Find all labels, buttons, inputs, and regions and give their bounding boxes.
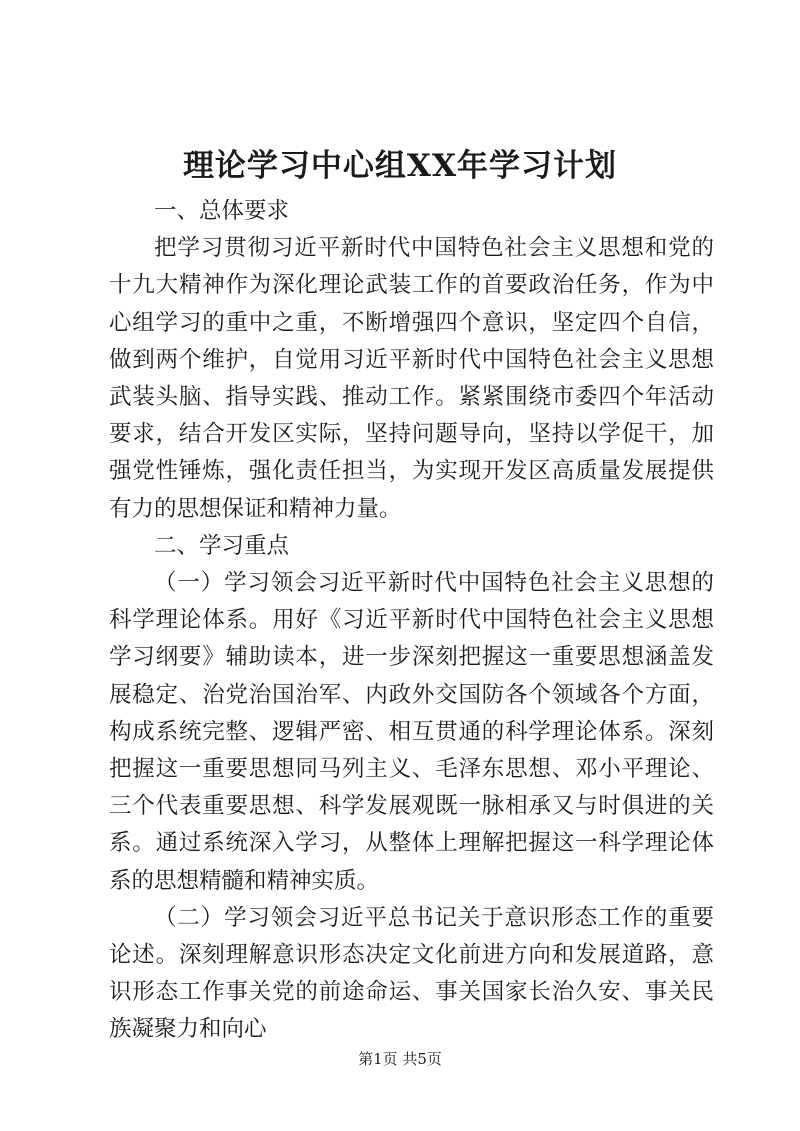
page-number-footer: 第1页 共5页 <box>358 1050 442 1068</box>
paragraph-focus-item-2: （二）学习领会习近平总书记关于意识形态工作的重要论述。深刻理解意识形态决定文化前进方向和发展道路，意识形态工作事关党的前途命运、事关国家长治久安、事关民族凝聚力和向心 <box>109 904 714 1043</box>
paragraph-general-requirements: 把学习贯彻习近平新时代中国特色社会主义思想和党的十九大精神作为深化理论武装工作的首要政治任务，作为中心组学习的重中之重，不断增强四个意识，坚定四个自信，做到两个维护，自觉用习近平新时代中国特色社会主义思想武装头脑、指导实践、推动工作。紧紧围绕市委四个年活动要求，结合开发区实际，坚持问题导向，坚持以学促干，加强党性锤炼，强化责任担当，为实现开发区高质量发展提供有力的思想保证和精神力量。 <box>109 235 714 522</box>
paragraph-focus-item-1: （一）学习领会习近平新时代中国特色社会主义思想的科学理论体系。用好《习近平新时代中国特色社会主义思想学习纲要》辅助读本，进一步深刻把握这一重要思想涵盖发展稳定、治党治国治军、内政外交国防各个领域各个方面，构成系统完整、逻辑严密、相互贯通的科学理论体系。深刻把握这一重要思想同马列主义、毛泽东思想、邓小平理论、三个代表重要思想、科学发展观既一脉相承又与时俱进的关系。通过系统深入学习，从整体上理解把握这一科学理论体系的思想精髓和精神实质。 <box>109 570 714 894</box>
section-heading-general-requirements: 一、总体要求 <box>154 198 290 224</box>
section-heading-study-focus: 二、学习重点 <box>154 532 290 559</box>
document-title: 理论学习中心组XX年学习计划 <box>182 148 618 184</box>
document-body <box>109 193 714 1049</box>
